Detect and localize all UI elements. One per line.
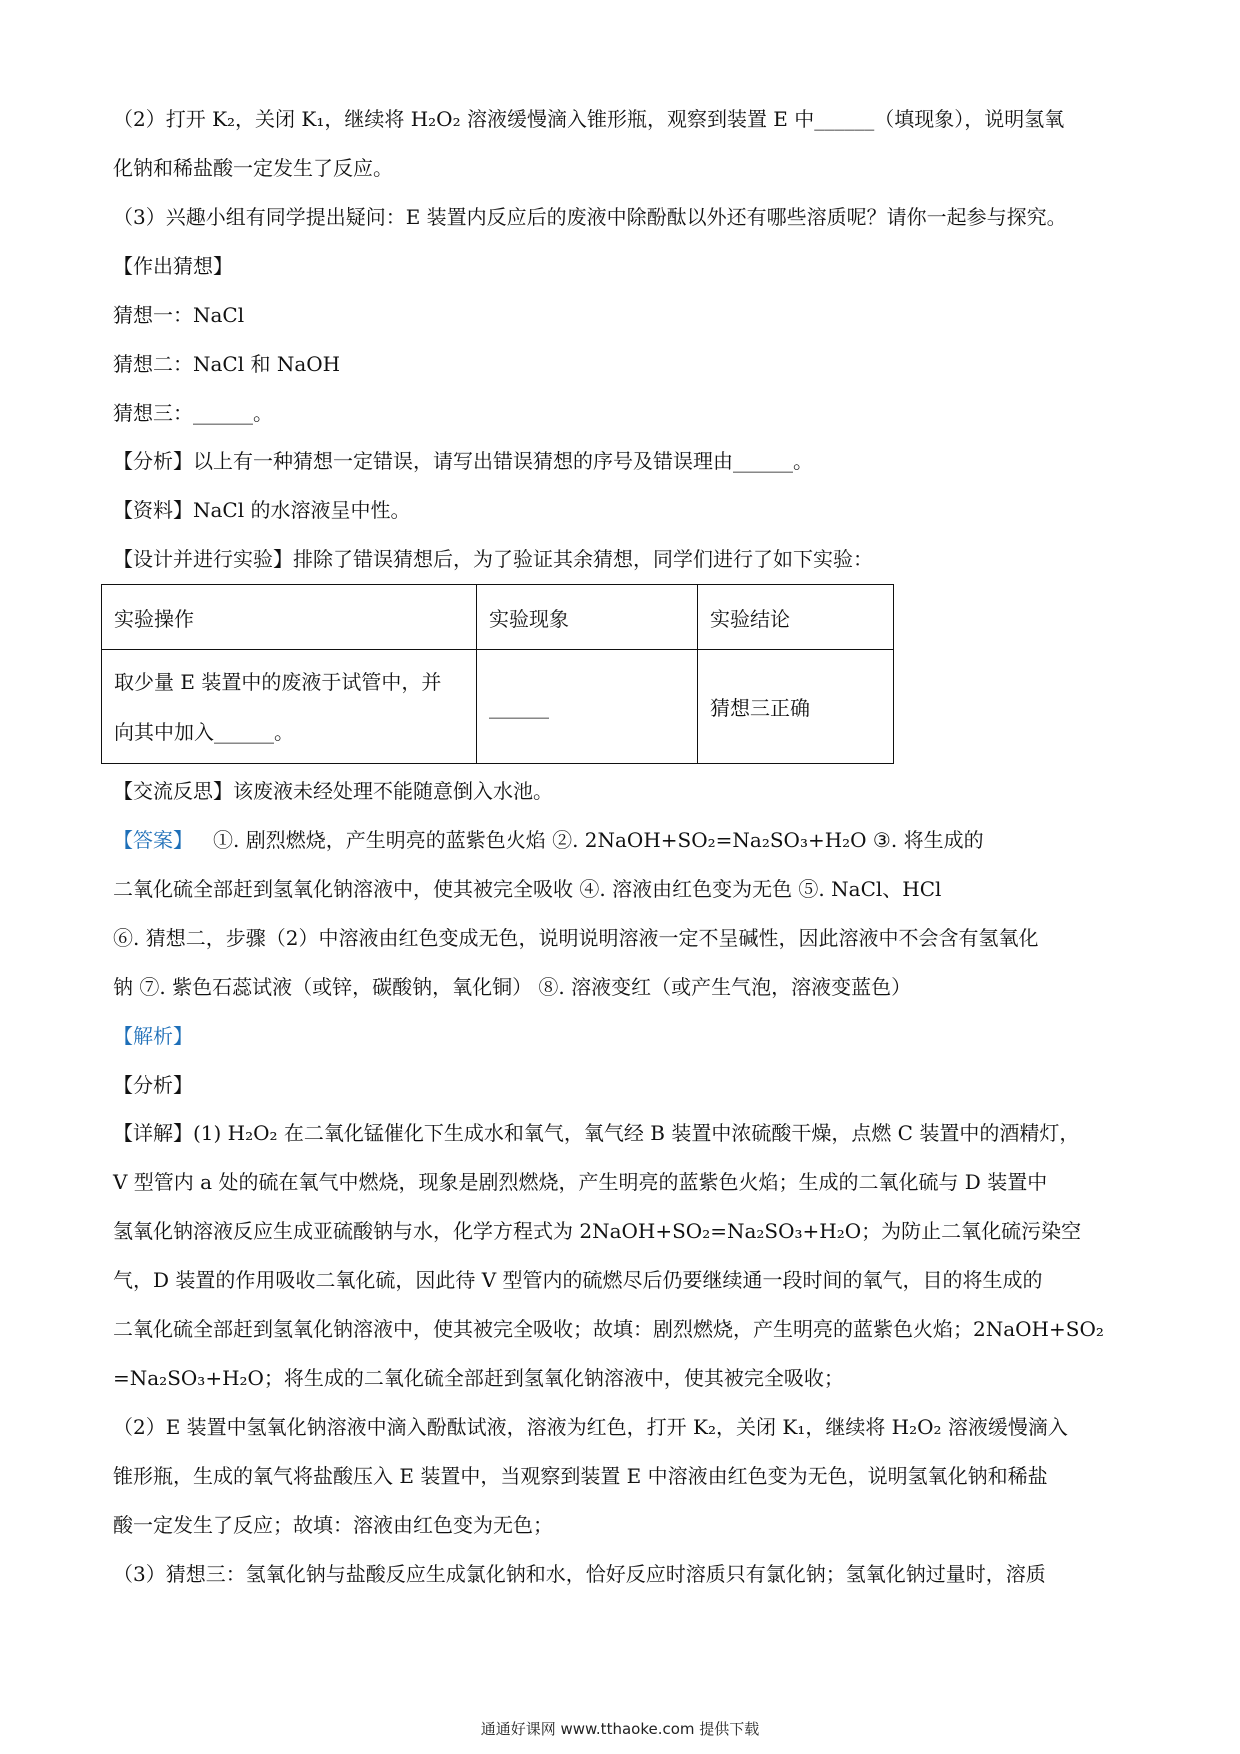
experiment-intro: 【设计并进行实验】排除了错误猜想后，为了验证其余猜想，同学们进行了如下实验： bbox=[113, 547, 873, 571]
text-line: （2）打开 K₂，关闭 K₁，继续将 H₂O₂ 溶液缓慢滴入锥形瓶，观察到装置 E 中______（填现象），说明氢氧 bbox=[113, 107, 1065, 131]
table-header-row bbox=[102, 585, 894, 650]
detail-line: 【详解】(1) H₂O₂ 在二氧化锰催化下生成水和氧气，氧气经 B 装置中浓硫酸干燥，点燃 C 装置中的酒精灯， bbox=[113, 1121, 1080, 1145]
detail-line: V 型管内 a 处的硫在氧气中燃烧，现象是剧烈燃烧，产生明亮的蓝紫色火焰；生成的二氧化硫与 D 装置中 bbox=[113, 1170, 1048, 1194]
data-note: 【资料】NaCl 的水溶液呈中性。 bbox=[113, 498, 411, 522]
header-conclusion: 实验结论 bbox=[698, 585, 894, 650]
detail-line: 气，D 装置的作用吸收二氧化硫，因此待 V 型管内的硫燃尽后仍要继续通一段时间的氧气，目的将生成的 bbox=[113, 1268, 1043, 1292]
header-phenomenon: 实验现象 bbox=[477, 585, 698, 650]
detail-line: 二氧化硫全部赶到氢氧化钠溶液中，使其被完全吸收；故填：剧烈燃烧，产生明亮的蓝紫色火焰；2NaOH+SO₂ bbox=[113, 1317, 1104, 1341]
analysis-label: 【解析】 bbox=[113, 1024, 193, 1048]
hypothesis-1: 猜想一：NaCl bbox=[113, 303, 245, 327]
operation-line: 向其中加入______。 bbox=[114, 719, 294, 744]
table-row bbox=[102, 650, 894, 764]
answer-text: ①. 剧烈燃烧，产生明亮的蓝紫色火焰 ②. 2NaOH+SO₂=Na₂SO₃+H₂O ③. 将生成的 bbox=[213, 828, 984, 852]
detail-line: 酸一定发生了反应；故填：溶液由红色变为无色； bbox=[113, 1513, 553, 1537]
hypothesis-2: 猜想二：NaCl 和 NaOH bbox=[113, 352, 341, 376]
answer-line: 钠 ⑦. 紫色石蕊试液（或锌，碳酸钠，氧化铜） ⑧. 溶液变红（或产生气泡，溶液变蓝色） bbox=[113, 975, 912, 999]
detail-line: （2）E 装置中氢氧化钠溶液中滴入酚酞试液，溶液为红色，打开 K₂，关闭 K₁，继续将 H₂O₂ 溶液缓慢滴入 bbox=[113, 1415, 1068, 1439]
header-operation: 实验操作 bbox=[102, 585, 477, 650]
detail-line: =Na₂SO₃+H₂O；将生成的二氧化硫全部赶到氢氧化钠溶液中，使其被完全吸收； bbox=[113, 1366, 844, 1390]
detail-line: 氢氧化钠溶液反应生成亚硫酸钠与水，化学方程式为 2NaOH+SO₂=Na₂SO₃+H₂O；为防止二氧化硫污染空 bbox=[113, 1219, 1082, 1243]
reflection-line: 【交流反思】该废液未经处理不能随意倒入水池。 bbox=[113, 779, 553, 803]
answer-line: 二氧化硫全部赶到氢氧化钠溶液中，使其被完全吸收 ④. 溶液由红色变为无色 ⑤. NaCl、HCl bbox=[113, 877, 942, 901]
fenxi-label: 【分析】 bbox=[113, 1073, 193, 1097]
phenomenon-cell: ______ bbox=[477, 650, 698, 764]
analysis-prompt: 【分析】以上有一种猜想一定错误，请写出错误猜想的序号及错误理由______。 bbox=[113, 449, 813, 473]
answer-line bbox=[113, 817, 1133, 863]
text-line: （3）兴趣小组有同学提出疑问：E 装置内反应后的废液中除酚酞以外还有哪些溶质呢？请你一起参与探究。 bbox=[113, 205, 1067, 229]
operation-line: 取少量 E 装置中的废液于试管中，并 bbox=[114, 669, 442, 694]
experiment-table bbox=[101, 584, 894, 764]
section-heading: 【作出猜想】 bbox=[113, 254, 233, 278]
detail-line: 锥形瓶，生成的氧气将盐酸压入 E 装置中，当观察到装置 E 中溶液由红色变为无色，说明氢氧化钠和稀盐 bbox=[113, 1464, 1048, 1488]
detail-line: （3）猜想三：氢氧化钠与盐酸反应生成氯化钠和水，恰好反应时溶质只有氯化钠；氢氧化钠过量时，溶质 bbox=[113, 1562, 1046, 1586]
operation-cell bbox=[102, 650, 477, 764]
text-line: 化钠和稀盐酸一定发生了反应。 bbox=[113, 156, 393, 180]
answer-label: 【答案】 bbox=[113, 828, 193, 852]
hypothesis-3: 猜想三：______。 bbox=[113, 401, 273, 425]
page-footer: 通通好课网 www.tthaoke.com 提供下载 bbox=[480, 1720, 760, 1738]
answer-line: ⑥. 猜想二，步骤（2）中溶液由红色变成无色，说明说明溶液一定不呈碱性，因此溶液中不会含有氢氧化 bbox=[113, 926, 1039, 950]
conclusion-cell: 猜想三正确 bbox=[698, 650, 894, 764]
